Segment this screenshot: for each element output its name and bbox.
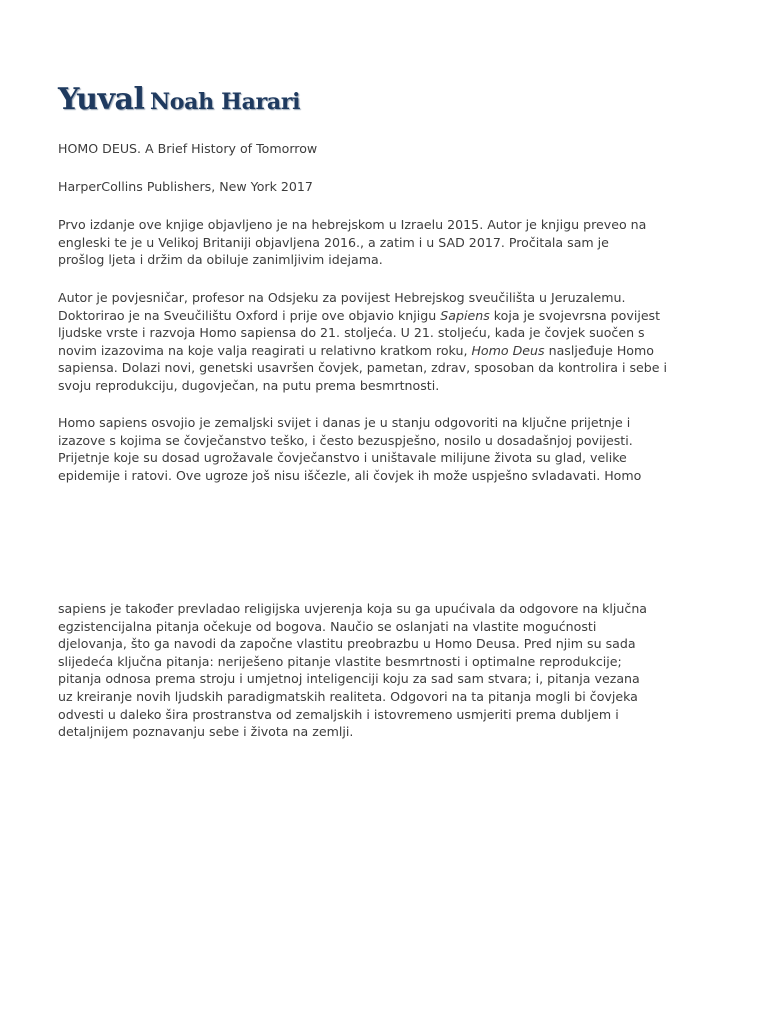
paragraph-1 <box>58 216 724 269</box>
text-line: ljudske vrste i razvoja Homo sapiensa do 21. stoljeća. U 21. stoljeću, kada je čovjek suočen s <box>58 325 645 341</box>
paragraph-3 <box>58 414 724 484</box>
text-line <box>58 307 724 325</box>
paragraph-2 <box>58 289 724 395</box>
text-line: odvesti u daleko šira prostranstva od zemaljskih i istovremeno usmjeriti prema dubljem i <box>58 706 619 722</box>
text-line: uz kreiranje novih ljudskih paradigmatskih realiteta. Odgovori na ta pitanja mogli bi čovjeka <box>58 688 638 704</box>
book-title-sapiens: Sapiens <box>440 307 490 323</box>
book-title <box>58 140 724 158</box>
text-line: Autor je povjesničar, profesor na Odsjeku za povijest Hebrejskog sveučilišta u Jeruzalemu. <box>58 290 626 305</box>
text-line: djelovanja, što ga navodi da započne vlastitu preobrazbu u Homo Deusa. Pred njim su sada <box>58 636 636 652</box>
author-first-name: Yuval <box>58 82 145 117</box>
text-line: Prijetnje koje su dosad ugrožavale čovječanstvo i uništavale milijune života su glad, velike <box>58 450 627 466</box>
publisher-text: HarperCollins Publishers, New York 2017 <box>58 179 313 194</box>
book-title-text: HOMO DEUS. A Brief History of Tomorrow <box>58 141 318 156</box>
text-line: egzistencijalna pitanja očekuje od bogova. Naučio se oslanjati na vlastite mogućnosti <box>58 618 597 634</box>
text-line: slijedeća ključna pitanja: neriješeno pitanje vlastite besmrtnosti i optimalne reprodukcije; <box>58 653 622 669</box>
text-segment: nasljeđuje Homo <box>544 342 654 358</box>
text-line: epidemije i ratovi. Ove ugroze još nisu iščezle, ali čovjek ih može uspješno svladavati. Homo <box>58 467 642 483</box>
text-line: svoju reprodukciju, dugovječan, na putu prema besmrtnosti. <box>58 377 440 393</box>
text-line: pitanja odnosa prema stroju i umjetnoj inteligenciji koju za sad sam stvara; i, pitanja vezana <box>58 671 640 687</box>
paragraph-4 <box>58 600 724 741</box>
author-rest-name: Noah Harari <box>149 89 301 115</box>
author-title <box>58 82 300 117</box>
text-line: engleski te je u Velikoj Britaniji objavljena 2016., a zatim i u SAD 2017. Pročitala sam je <box>58 234 609 250</box>
text-line: sapiens je također prevladao religijska uvjerenja koja su ga upućivala da odgovore na ključna <box>58 601 648 616</box>
text-segment: Doktorirao je na Sveučilištu Oxford i prije ove objavio knjigu <box>58 307 441 323</box>
text-line: Homo sapiens osvojio je zemaljski svijet i danas je u stanju odgovoriti na ključne prijetnje i <box>58 415 631 430</box>
text-segment: koja je svojevrsna povijest <box>489 307 661 323</box>
text-line: Prvo izdanje ove knjige objavljeno je na hebrejskom u Izraelu 2015. Autor je knjigu preveo na <box>58 217 647 232</box>
book-title-homo-deus: Homo Deus <box>471 342 545 358</box>
text-line: detaljnijem poznavanju sebe i života na zemlji. <box>58 724 354 740</box>
text-segment: novim izazovima na koje valja reagirati u relativno kratkom roku, <box>58 342 472 358</box>
text-line <box>58 342 724 360</box>
publisher-line <box>58 178 724 196</box>
text-line: izazove s kojima se čovječanstvo teško, i često bezuspješno, nosilo u dosadašnjoj povijesti. <box>58 432 633 448</box>
text-line: sapiensa. Dolazi novi, genetski usavršen čovjek, pametan, zdrav, sposoban da kontrolira i sebe i <box>58 360 668 376</box>
text-line: prošlog ljeta i držim da obiluje zanimljivim idejama. <box>58 252 383 268</box>
